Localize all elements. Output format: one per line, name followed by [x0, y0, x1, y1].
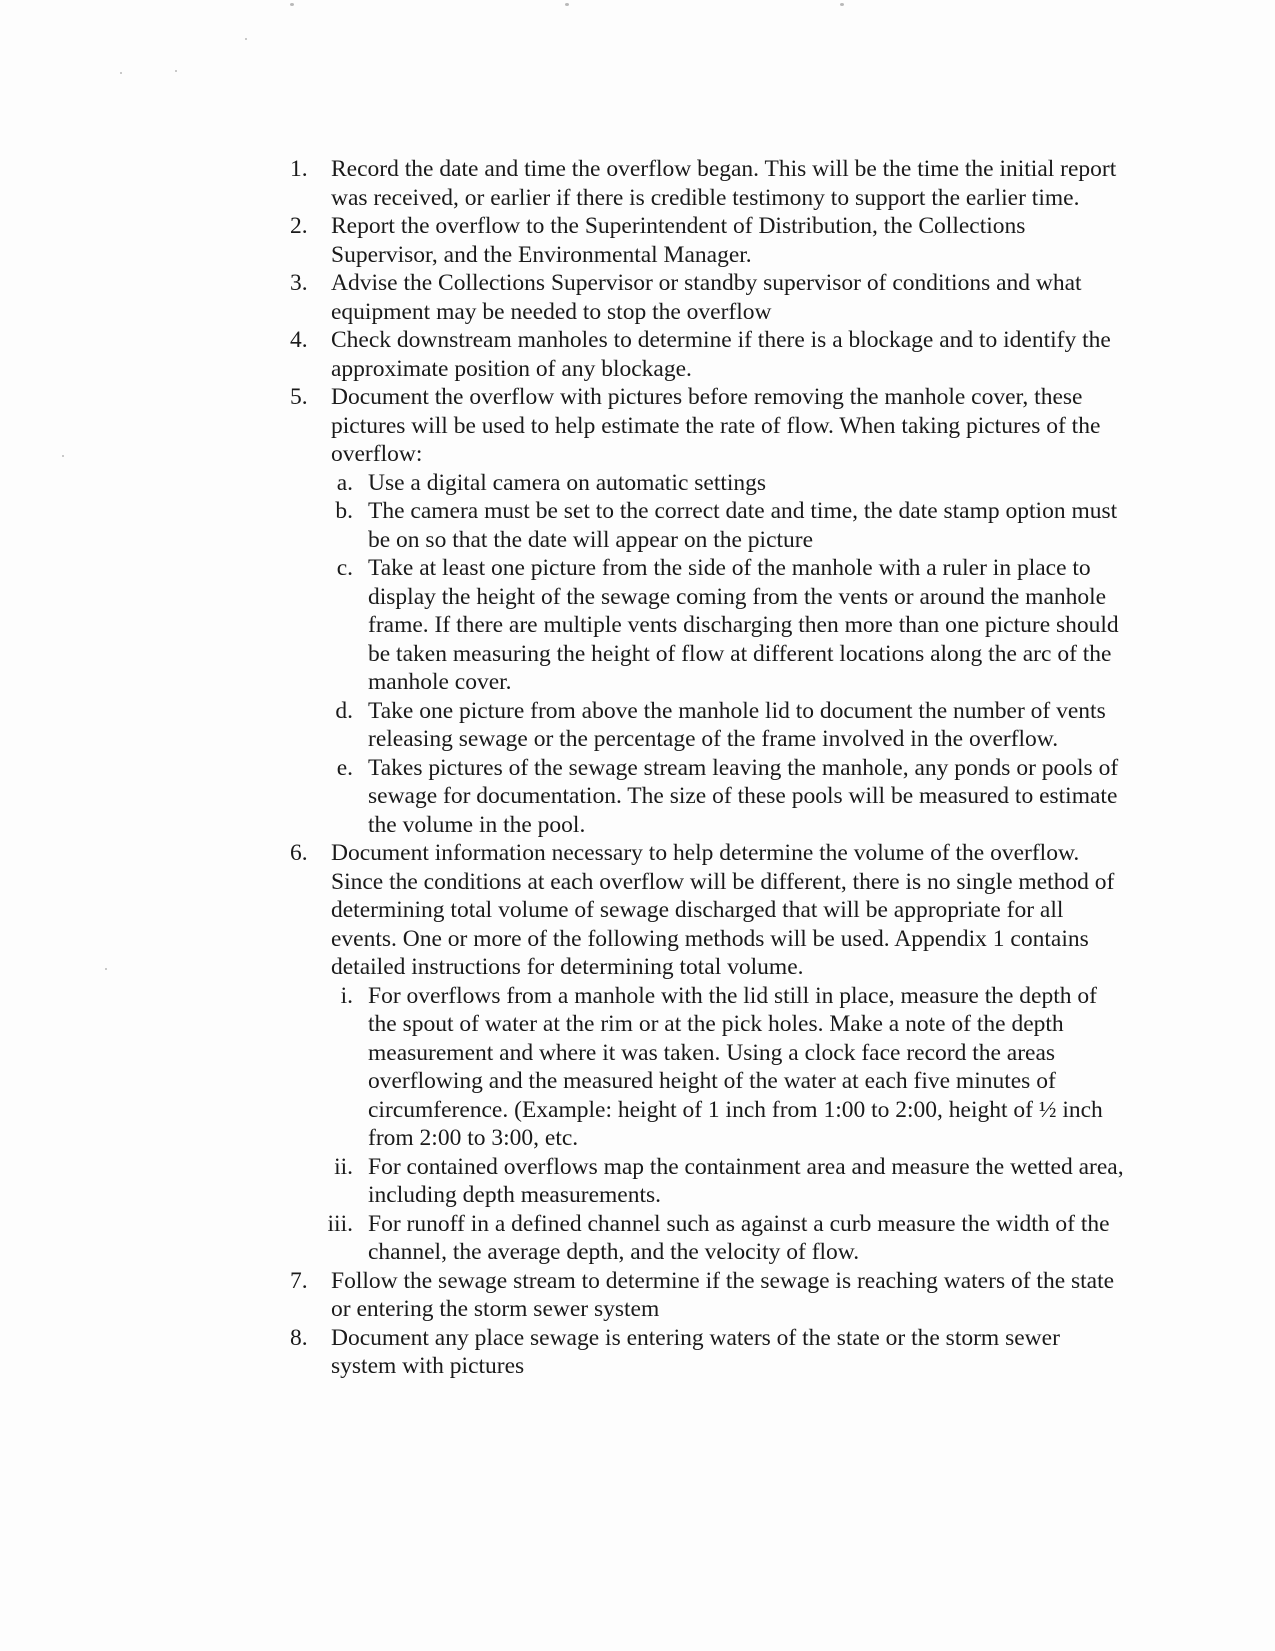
sub-list-item-letter: c. [336, 555, 353, 581]
sub-list-item [327, 697, 1130, 754]
list-item-text: Report the overflow to the Superintendent of Distribution, the Collections Supervisor, and the Environmental Manager. [331, 213, 1026, 268]
list-item-text: Follow the sewage stream to determine if the sewage is reaching waters of the state or entering the storm sewer system [331, 1267, 1115, 1322]
list-item-text: Record the date and time the overflow began. This will be the time the initial report was received, or earlier if there is credible testimony to support the earlier time. [331, 156, 1117, 211]
sub-list-item [327, 1210, 1130, 1267]
scan-speck [565, 3, 569, 6]
sub-list-item-letter: b. [335, 498, 353, 524]
sub-list-item-numeral: iii. [327, 1210, 353, 1237]
scan-speck [245, 38, 247, 40]
list-item [290, 155, 1130, 212]
list-item [290, 212, 1130, 269]
sub-list-item-numeral: ii. [334, 1153, 353, 1180]
sub-list-item [327, 469, 1130, 498]
list-item [290, 269, 1130, 326]
sub-list-item [327, 497, 1130, 554]
list-item-text: Check downstream manholes to determine if there is a blockage and to identify the approximate position of any blockage. [331, 327, 1111, 382]
sub-list-item-letter: d. [335, 697, 353, 724]
list-item [290, 326, 1130, 383]
sub-list-roman [327, 982, 1130, 1267]
list-item-number: 6. [290, 840, 308, 866]
sub-list-item-numeral: i. [340, 982, 353, 1009]
sub-list-item-text: Use a digital camera on automatic settings [368, 469, 767, 496]
list-item-number: 5. [290, 384, 308, 410]
scan-speck [105, 968, 107, 970]
scan-speck [175, 70, 177, 72]
sub-list-item [327, 554, 1130, 697]
scan-speck [290, 3, 294, 6]
list-item [290, 1324, 1130, 1381]
sub-list-item-text: Takes pictures of the sewage stream leaving the manhole, any ponds or pools of sewage for documentation. The size of these pools will be measured to estimate the volume in the pool. [368, 754, 1119, 838]
list-item-number: 8. [290, 1324, 308, 1351]
list-item-number: 1. [290, 156, 308, 182]
list-item-text: Document information necessary to help determine the volume of the overflow. Since the conditions at each overflow will be different, there is no single method of determining total volume of sewage discharged that will be appropriate for all events. One or more of the following methods will be used. Appendix 1 contains detailed instructions for determining total volume. [331, 840, 1115, 980]
list-item-number: 4. [290, 327, 308, 353]
list-item-text: Document the overflow with pictures before removing the manhole cover, these pictures will be used to help estimate the rate of flow. When taking pictures of the overflow: [331, 384, 1101, 467]
sub-list-item [327, 1153, 1130, 1210]
sub-list-item-text: Take one picture from above the manhole lid to document the number of vents releasing sewage or the percentage of the frame involved in the overflow. [368, 697, 1106, 752]
list-item [290, 1267, 1130, 1324]
sub-list-item-text: For runoff in a defined channel such as against a curb measure the width of the channel, the average depth, and the velocity of flow. [368, 1210, 1110, 1265]
list-item-number: 3. [290, 270, 308, 296]
sub-list-item-text: The camera must be set to the correct date and time, the date stamp option must be on so that the date will appear on the picture [368, 498, 1118, 553]
sub-list-item [327, 754, 1130, 840]
scan-speck [62, 455, 64, 457]
list-item [290, 383, 1130, 839]
list-item-number: 2. [290, 213, 308, 239]
sub-list-item-text: For contained overflows map the containment area and measure the wetted area, including depth measurements. [368, 1153, 1124, 1208]
list-item [290, 839, 1130, 1267]
list-item-text: Advise the Collections Supervisor or standby supervisor of conditions and what equipment may be needed to stop the overflow [331, 270, 1082, 325]
sub-list-item-letter: a. [336, 469, 353, 496]
procedure-list [290, 155, 1130, 1381]
scan-speck [120, 72, 122, 74]
sub-list-item-letter: e. [336, 754, 353, 781]
sub-list-item [327, 982, 1130, 1153]
list-item-number: 7. [290, 1267, 308, 1294]
list-item-text: Document any place sewage is entering waters of the state or the storm sewer system with pictures [331, 1324, 1060, 1379]
sub-list-item-text: For overflows from a manhole with the lid still in place, measure the depth of the spout of water at the rim or at the pick holes. Make a note of the depth measurement and where it was taken. Using a clock face record the areas overflowing and the measured height of the water at each five minutes of circumference. (Example: height of 1 inch from 1:00 to 2:00, height of ½ inch from 2:00 to 3:00, etc. [368, 982, 1103, 1151]
scan-speck [840, 3, 844, 6]
sub-list-item-text: Take at least one picture from the side of the manhole with a ruler in place to display the height of the sewage coming from the vents or around the manhole frame. If there are multiple vents discharging then more than one picture should be taken measuring the height of flow at different locations along the arc of the manhole cover. [368, 555, 1119, 695]
sub-list-lettered [327, 469, 1130, 840]
